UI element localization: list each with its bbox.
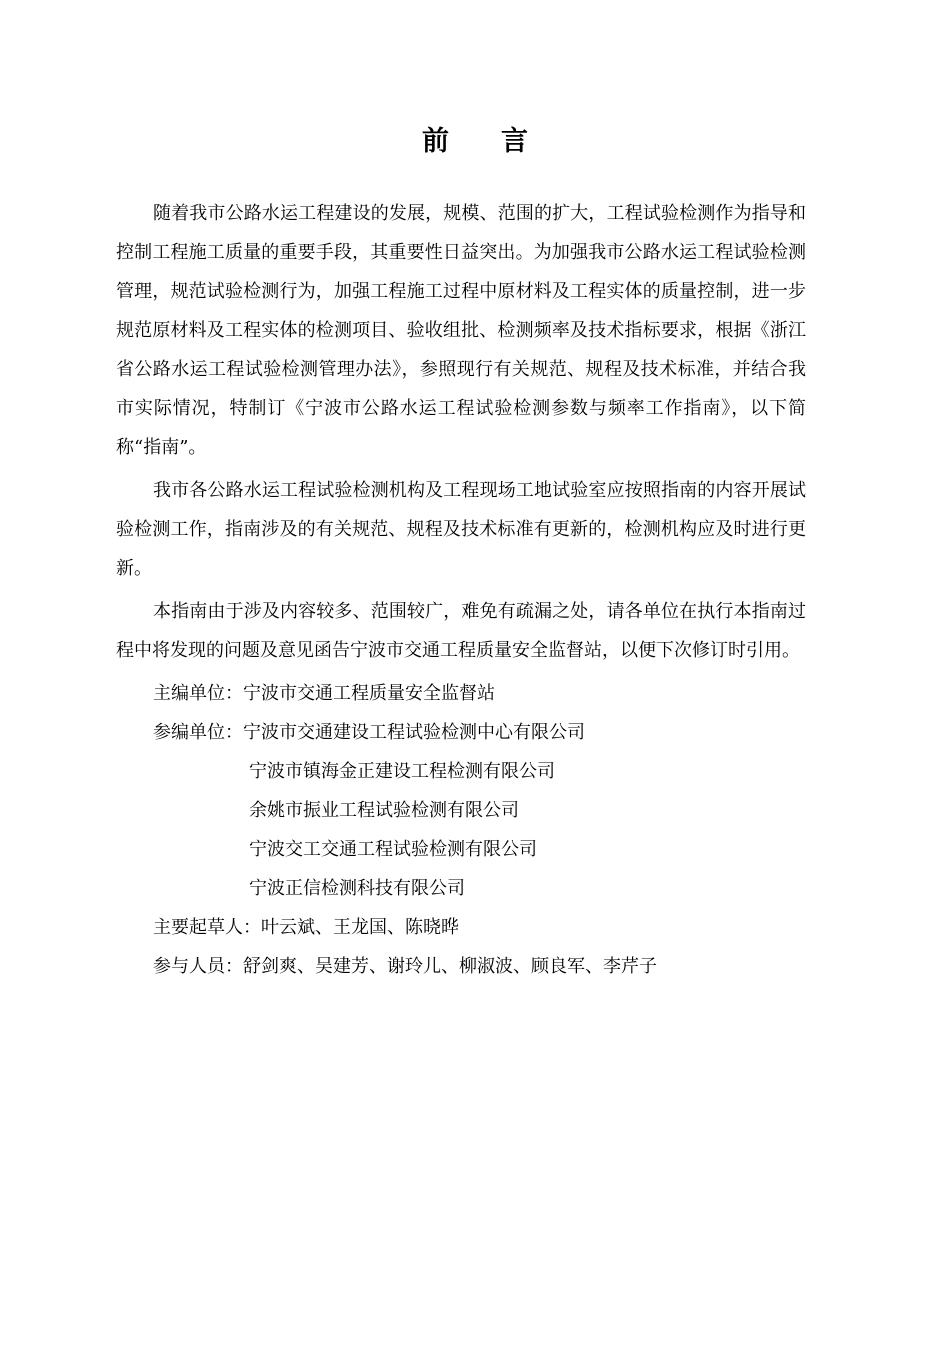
co-editor-line [116, 791, 806, 830]
co-editor-item: 宁波市镇海金正建设工程检测有限公司 [249, 761, 555, 782]
paragraph-2: 我市各公路水运工程试验检测机构及工程现场工地试验室应按照指南的内容开展试验检测工作，指南涉及的有关规范、规程及技术标准有更新的，检测机构应及时进行更新。 [116, 480, 806, 579]
co-editor-label: 参编单位： [153, 722, 243, 743]
drafters-value: 叶云斌、王龙国、陈晓晔 [261, 917, 459, 938]
co-editor-item: 宁波交工交通工程试验检测有限公司 [249, 839, 537, 860]
drafters-label: 主要起草人： [153, 917, 261, 938]
chief-editor-value: 宁波市交通工程质量安全监督站 [243, 683, 495, 704]
co-editor-line [116, 869, 806, 908]
chief-editor-label: 主编单位： [153, 683, 243, 704]
page-title [0, 120, 950, 164]
participants-label: 参与人员： [153, 956, 243, 977]
title-char-2: 言 [501, 126, 528, 157]
co-editor-item: 余姚市振业工程试验检测有限公司 [249, 800, 519, 821]
co-editor-line [116, 752, 806, 791]
co-editor-line [116, 830, 806, 869]
chief-editor-line [116, 674, 806, 713]
participants-line [116, 947, 806, 986]
title-char-1: 前 [422, 126, 449, 157]
preface-body [116, 194, 806, 986]
paragraph-1: 随着我市公路水运工程建设的发展，规模、范围的扩大，工程试验检测作为指导和控制工程施工质量的重要手段，其重要性日益突出。为加强我市公路水运工程试验检测管理，规范试验检测行为，加强工程施工过程中原材料及工程实体的质量控制，进一步规范原材料及工程实体的检测项目、验收组批、检测频率及技术指标要求，根据《浙江省公路水运工程试验检测管理办法》，参照现行有关规范、规程及技术标准，并结合我市实际情况，特制订《宁波市公路水运工程试验检测参数与频率工作指南》，以下简称“指南”。 [116, 203, 806, 458]
participants-value: 舒剑爽、吴建芳、谢玲儿、柳淑波、顾良军、李芹子 [243, 956, 657, 977]
co-editor-line [116, 713, 806, 752]
drafters-line [116, 908, 806, 947]
co-editor-item: 宁波市交通建设工程试验检测中心有限公司 [243, 722, 585, 743]
co-editor-item: 宁波正信检测科技有限公司 [249, 878, 465, 899]
paragraph-3: 本指南由于涉及内容较多、范围较广，难免有疏漏之处，请各单位在执行本指南过程中将发现的问题及意见函告宁波市交通工程质量安全监督站，以便下次修订时引用。 [116, 601, 806, 661]
